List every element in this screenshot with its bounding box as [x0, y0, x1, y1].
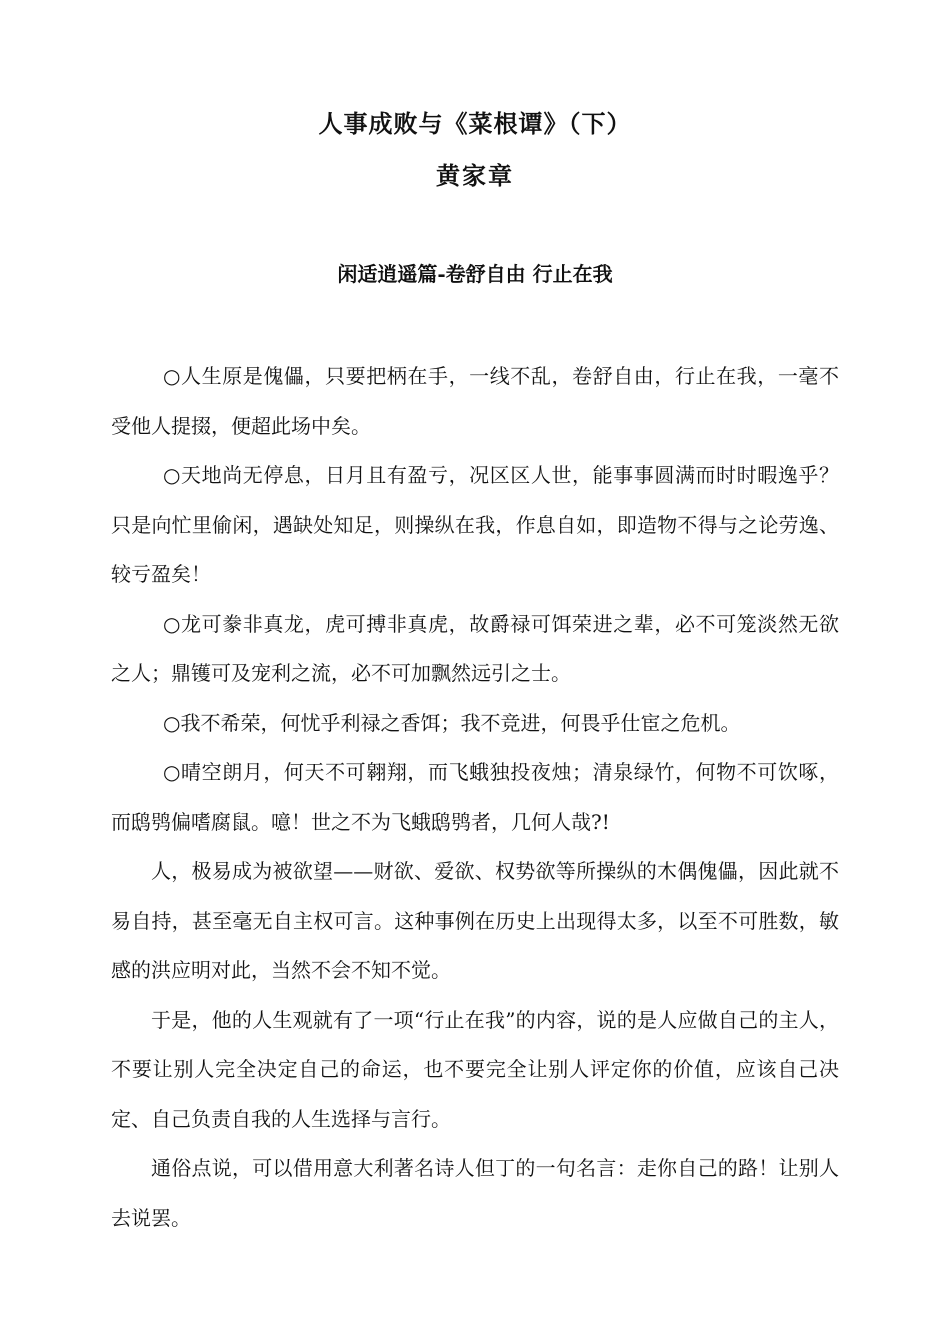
paragraph-quote-1: ○人生原是傀儡，只要把柄在手，一线不乱，卷舒自由，行止在我，一毫不受他人提掇，便超此场中矣。: [111, 364, 839, 438]
paragraph-quote-5: ○晴空朗月，何天不可翱翔，而飞蛾独投夜烛；清泉绿竹，何物不可饮啄，而鸱鸮偏嗜腐鼠。噫！世之不为飞蛾鸱鸮者，几何人哉?!: [111, 760, 839, 834]
paragraph-quote-4: ○我不希荣，何忧乎利禄之香饵；我不竞进，何畏乎仕宦之危机。: [163, 710, 741, 735]
document-body: [111, 352, 839, 1243]
section-heading: 闲适逍遥篇-卷舒自由 行止在我: [337, 262, 613, 286]
document-title: 人事成败与《菜根谭》（下）: [318, 109, 632, 138]
paragraph-quote-3: ○龙可豢非真龙，虎可搏非真虎，故爵禄可饵荣进之辈，必不可笼淡然无欲之人；鼎镬可及宠利之流，必不可加飘然远引之士。: [111, 611, 839, 685]
paragraph-commentary-2: 于是，他的人生观就有了一项“行止在我”的内容，说的是人应做自己的主人，不要让别人完全决定自己的命运，也不要完全让别人评定你的价值，应该自己决定、自己负责自我的人生选择与言行。: [111, 1007, 839, 1131]
document-author: 黄家章: [436, 161, 514, 190]
paragraph-commentary-1: 人，极易成为被欲望——财欲、爱欲、权势欲等所操纵的木偶傀儡，因此就不易自持，甚至毫无自主权可言。这种事例在历史上出现得太多，以至不可胜数，敏感的洪应明对此，当然不会不知不觉。: [111, 859, 839, 982]
paragraph-commentary-3: 通俗点说，可以借用意大利著名诗人但丁的一句名言：走你自己的路！让别人去说罢。: [111, 1156, 839, 1230]
paragraph-quote-2: ○天地尚无停息，日月且有盈亏，况区区人世，能事事圆满而时时暇逸乎？只是向忙里偷闲，遇缺处知足，则操纵在我，作息自如，即造物不得与之论劳逸、较亏盈矣！: [111, 463, 839, 586]
